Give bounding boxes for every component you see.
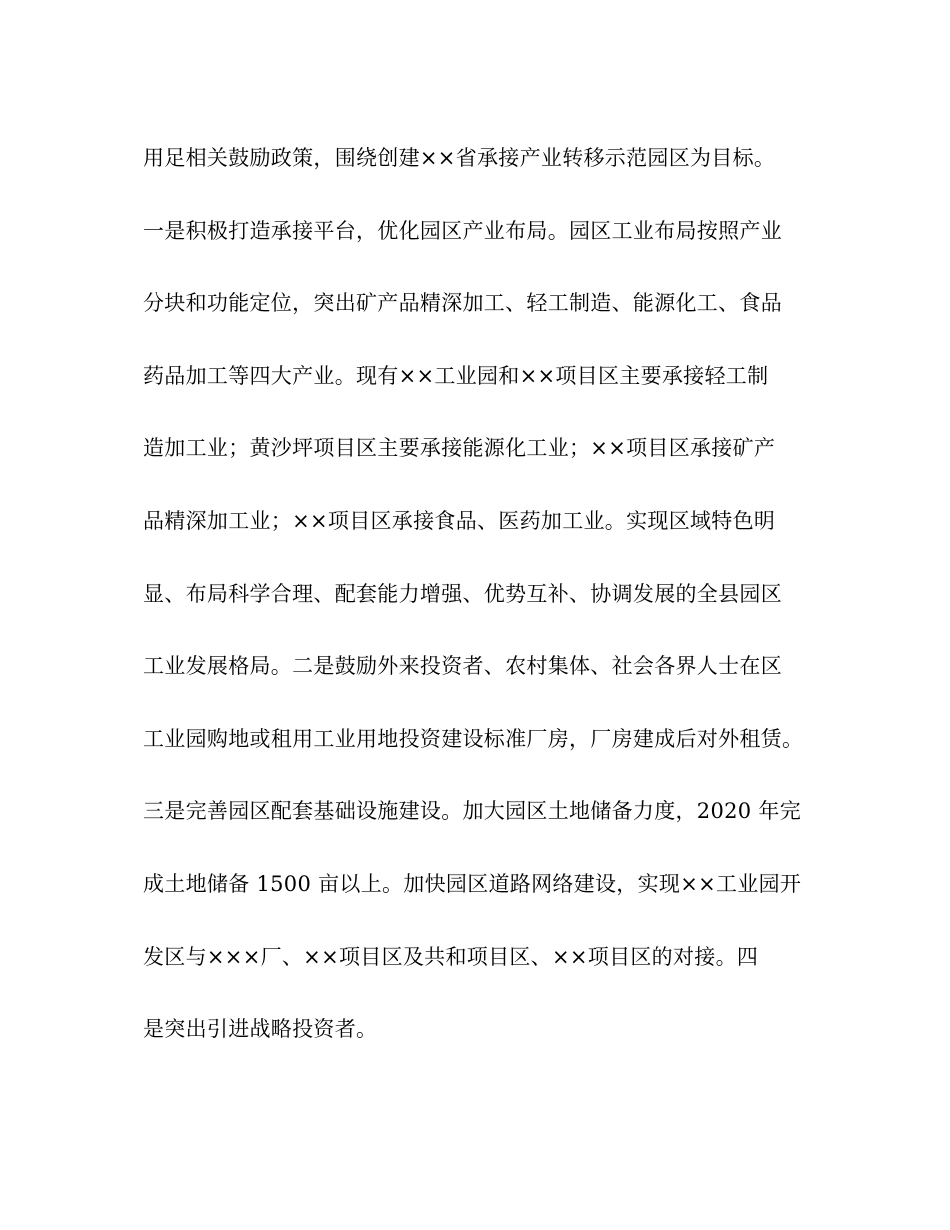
- text-line: 发区与×××厂、××项目区及共和项目区、××项目区的对接。四: [143, 944, 759, 969]
- body-text: [143, 138, 813, 1082]
- text-line: 用足相关鼓励政策，围绕创建××省承接产业转移示范园区为目标。: [143, 146, 776, 170]
- text-line: 一是积极打造承接平台，优化园区产业布局。园区工业布局按照产业: [143, 218, 782, 243]
- text-line: 成土地储备 1500 亩以上。加快园区道路网络建设，实现××工业园开: [143, 871, 802, 896]
- text-line: 品精深加工业；××项目区承接食品、医药加工业。实现区域特色明: [143, 508, 776, 533]
- text-line: 药品加工等四大产业。现有××工业园和××项目区主要承接轻工制: [143, 363, 769, 388]
- text-line: 是突出引进战略投资者。: [143, 1017, 378, 1042]
- text-line: 造加工业；黄沙坪项目区主要承接能源化工业；××项目区承接矿产: [143, 436, 776, 461]
- text-line: 工业发展格局。二是鼓励外来投资者、农村集体、社会各界人士在区: [143, 654, 782, 679]
- text-line: 显、布局科学合理、配套能力增强、优势互补、协调发展的全县园区: [143, 581, 782, 606]
- text-line: 三是完善园区配套基础设施建设。加大园区土地储备力度，2020 年完: [143, 799, 802, 824]
- text-line: 工业园购地或租用工业用地投资建设标准厂房，厂房建成后对外租赁。: [143, 726, 804, 751]
- text-line: 分块和功能定位，突出矿产品精深加工、轻工制造、能源化工、食品: [143, 291, 782, 316]
